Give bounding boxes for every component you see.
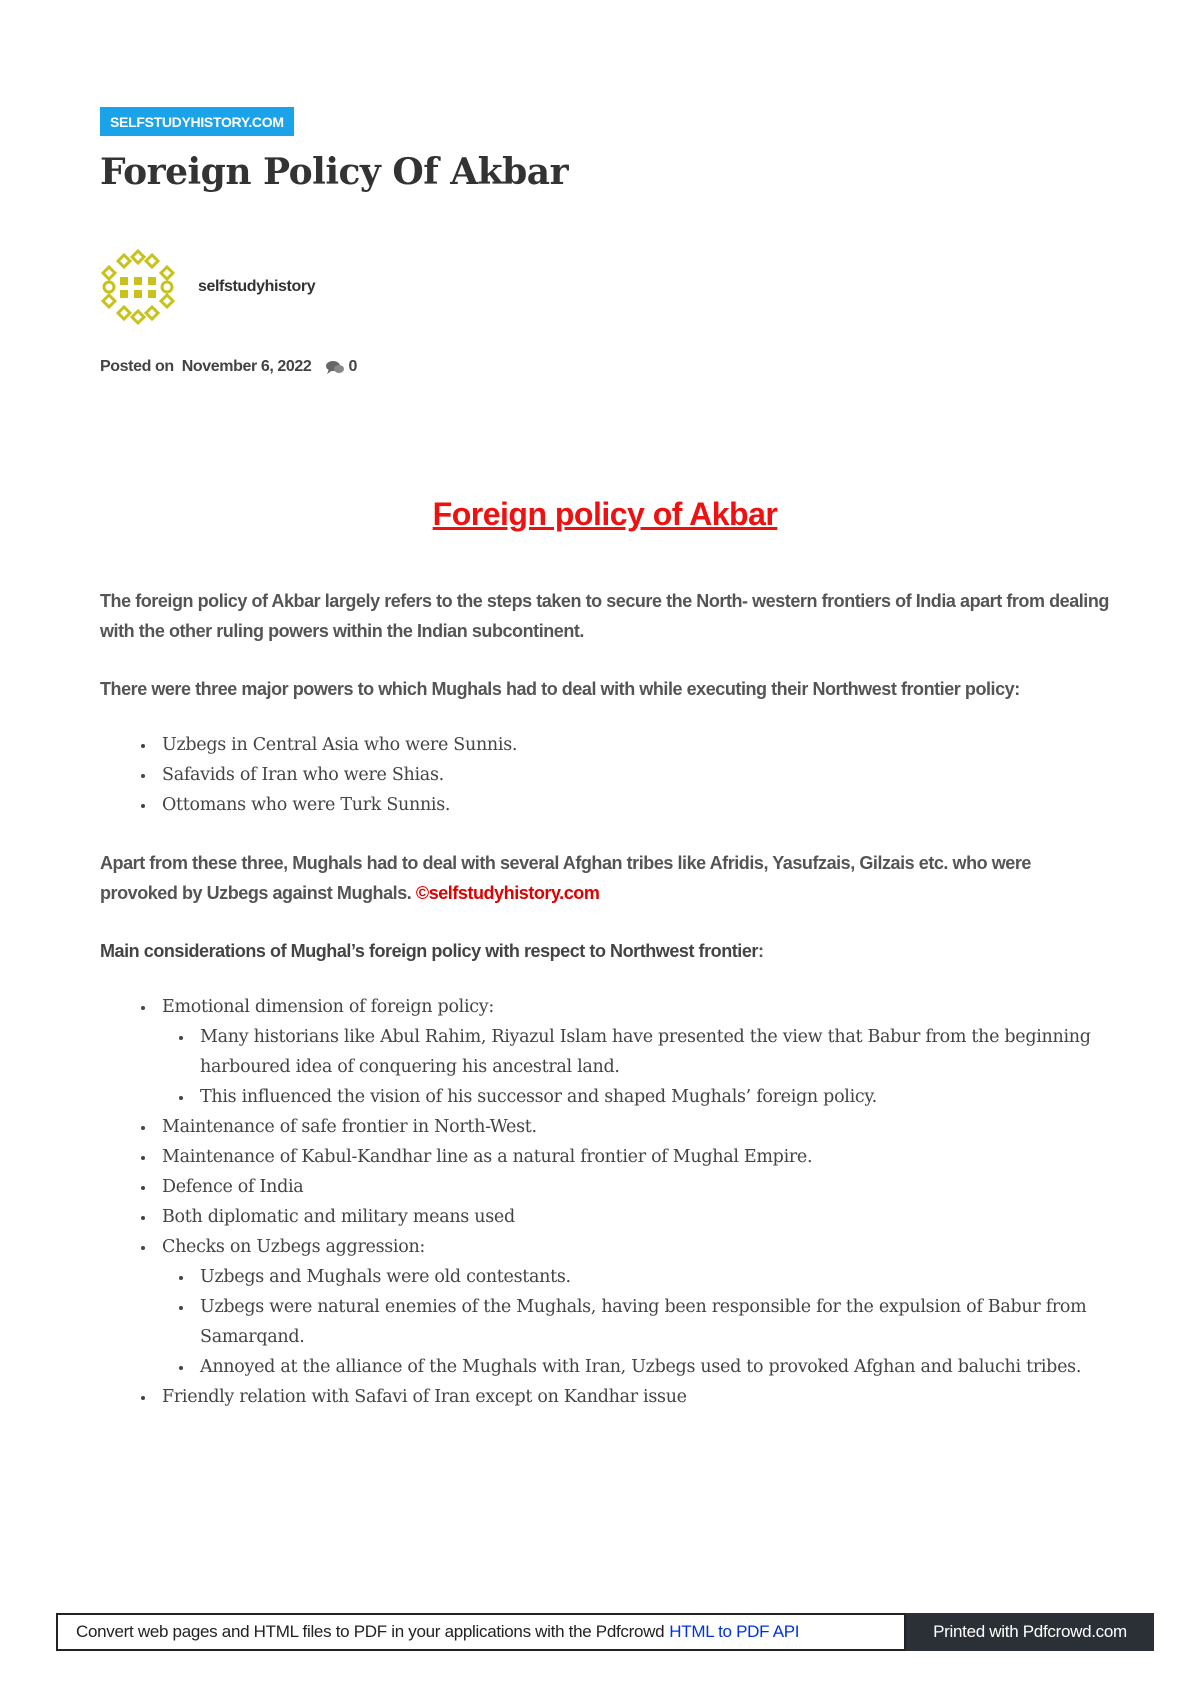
comment-bubbles-icon[interactable] [325,359,345,375]
footer-promo [56,1613,906,1651]
category-badge[interactable]: SELFSTUDYHISTORY.COM [100,107,294,136]
afghan-text: Apart from these three, Mughals had to deal with several Afghan tribes like Afridis, Yasufzais, Gilzais etc. who were provoked by Uzbegs against Mughals. [100,853,1031,903]
sub-list-item: • Uzbegs were natural enemies of the Mughals, having been responsible for the expulsion of Babur from Samarqand. [194,1292,1110,1352]
html-to-pdf-api-link[interactable]: HTML to PDF API [669,1622,800,1641]
comment-count[interactable]: 0 [348,358,357,375]
list-item: • Maintenance of safe frontier in North-West. [156,1112,1110,1142]
list-item: • Safavids of Iran who were Shias. [156,760,1110,790]
afghan-paragraph [100,848,1110,908]
considerations-heading [100,936,1110,966]
powers-intro-paragraph: There were three major powers to which Mughals had to deal with while executing their Northwest frontier policy: [100,679,1020,699]
considerations-list [100,992,1110,1412]
list-item-label: Emotional dimension of foreign policy: [162,997,494,1017]
list-item: • Uzbegs in Central Asia who were Sunnis. [156,730,1110,760]
avatar[interactable] [100,249,176,325]
printed-with-label[interactable]: Printed with Pdfcrowd.com [906,1613,1154,1651]
list-item: • Ottomans who were Turk Sunnis. [156,790,1110,820]
sub-list-item: • Annoyed at the alliance of the Mughals with Iran, Uzbegs used to provoked Afghan and baluchi tribes. [194,1352,1110,1382]
post-title: Foreign Policy Of Akbar [100,151,569,193]
intro-paragraph: The foreign policy of Akbar largely refers to the steps taken to secure the North- western frontiers of India apart from dealing with the other ruling powers within the Indian subcontinent. [100,591,1109,641]
post-meta [100,358,1110,376]
post-container [100,107,1110,1412]
list-item [156,992,1110,1112]
list-item [156,1232,1110,1382]
sub-list [162,1262,1110,1382]
author-row [100,248,1110,326]
post-date[interactable]: November 6, 2022 [181,358,312,375]
copyright-notice: ©selfstudyhistory.com [415,883,600,903]
article-heading: Foreign policy of Akbar [432,496,778,532]
author-name[interactable]: selfstudyhistory [198,278,316,295]
sub-list [162,1022,1110,1112]
considerations-colon: : [757,941,764,961]
list-item-label: Checks on Uzbegs aggression: [162,1237,426,1257]
list-item: • Friendly relation with Safavi of Iran except on Kandhar issue [156,1382,1110,1412]
considerations-heading-text: Main considerations of Mughal’s foreign policy with respect to Northwest frontier [100,941,758,961]
posted-label: Posted on [100,358,174,375]
sub-list-item: • Many historians like Abul Rahim, Riyazul Islam have presented the view that Babur from the beginning harboured idea of conquering his ancestral land. [194,1022,1110,1082]
pdfcrowd-footer [56,1613,1154,1651]
list-item: • Defence of India [156,1172,1110,1202]
sub-list-item: • Uzbegs and Mughals were old contestants. [194,1262,1110,1292]
footer-promo-text: Convert web pages and HTML files to PDF in your applications with the Pdfcrowd [76,1622,665,1641]
powers-list [100,730,1110,820]
sub-list-item: • This influenced the vision of his successor and shaped Mughals’ foreign policy. [194,1082,1110,1112]
list-item: • Both diplomatic and military means used [156,1202,1110,1232]
list-item: • Maintenance of Kabul-Kandhar line as a natural frontier of Mughal Empire. [156,1142,1110,1172]
